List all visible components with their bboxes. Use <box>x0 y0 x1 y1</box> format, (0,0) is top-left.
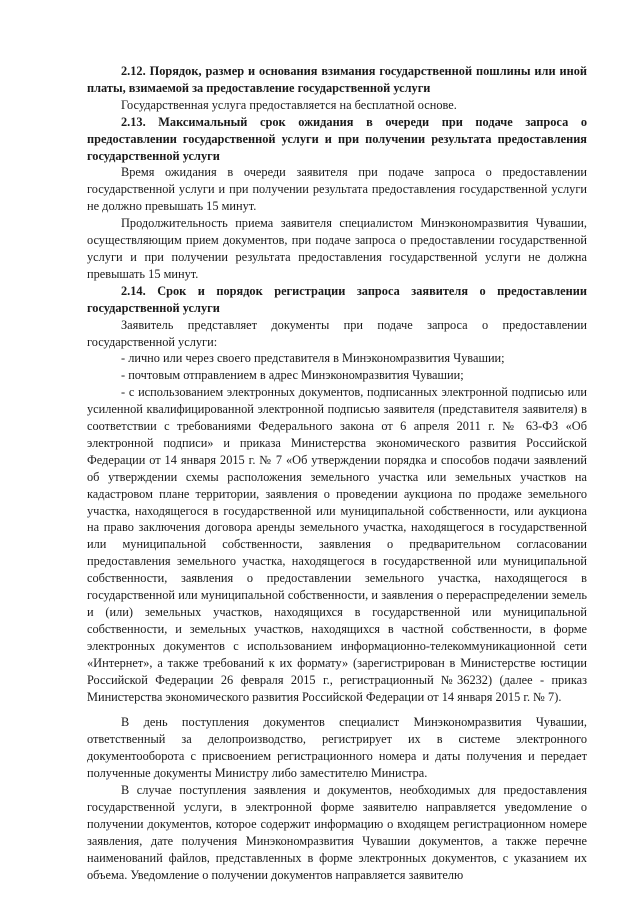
paragraph: Заявитель представляет документы при подаче запроса о предоставлении государственной услуги: <box>87 317 587 349</box>
section-heading-2-13: 2.13. Максимальный срок ожидания в очереди при подаче запроса о предоставлении государственной услуги и при получении результата предоставления государственной услуги <box>87 114 587 163</box>
section-heading-2-12: 2.12. Порядок, размер и основания взимания государственной пошлины или иной платы, взимаемой за предоставление государственной услуги <box>87 64 587 95</box>
paragraph: В случае поступления заявления и документов, необходимых для предоставления государственной услуги, в электронной форме заявителю направляется уведомление о получении документов, которое содержит информацию о входящем регистрационном номере заявления, дате получения Минэкономразвития Чувашии документов, а также перечне наименований файлов, представленных в форме электронных документов, с указанием их объема. Уведомление о получении документов направляется заявителю <box>87 783 587 882</box>
paragraph: В день поступления документов специалист Минэкономразвития Чувашии, ответственный за делопроизводство, регистрирует их в системе электронного документооборота с присвоением регистрационного номера и даты получения и передает полученные документы Министру либо заместителю Министра. <box>87 715 587 781</box>
section-heading-2-14: 2.14. Срок и порядок регистрации запроса заявителя о предоставлении государственной услуги <box>87 283 587 315</box>
paragraph: Государственная услуга предоставляется на бесплатной основе. <box>121 97 457 112</box>
list-item: - почтовым отправлением в адрес Минэкономразвития Чувашии; <box>121 368 464 383</box>
paragraph: Время ожидания в очереди заявителя при подаче запроса о предоставлении государственной услуги и при получении результата предоставления государственной услуги не должно превышать 15 минут. <box>87 165 587 214</box>
document-page <box>87 63 587 884</box>
list-item: - с использованием электронных документов, подписанных электронной подписью или усиленной квалифицированной электронной подписью заявителя (представителя заявителя) в соответствии с требованиями Федерального закона от 6 апреля 2011 г. № 63-ФЗ «Об электронной подписи» и приказа Министерства экономического развития Российской Федерации от 14 января 2015 г. № 7 «Об утверждении порядка и способов подачи заявлений об утверждении схемы расположения земельного участка или земельных участков на кадастровом плане территории, заявления о проведении аукциона по продаже земельного участка, находящегося в государственной или муниципальной собственности, или аукциона на право заключения договора аренды земельного участка, находящегося в государственной или муниципальной собственности, заявления о предварительном согласовании предоставления земельного участка, находящегося в государственной или муниципальной собственности, заявления о предоставлении земельного участка, находящегося в государственной или муниципальной собственности, и заявления о перераспределении земель и (или) земельных участков, находящихся в государственной или муниципальной собственности, и земельных участков, находящихся в частной собственности, в форме электронных документов с использованием информационно-телекоммуникационной сети «Интернет», а также требований к их формату» (зарегистрирован в Министерстве юстиции Российской Федерации 26 февраля 2015 г., регистрационный №36232) (далее - приказ Министерства экономического развития Российской Федерации от 14 января 2015 г. № 7). <box>87 385 587 704</box>
paragraph: Продолжительность приема заявителя специалистом Минэкономразвития Чувашии, осуществляющим прием документов, при подаче запроса о предоставлении государственной услуги и при получении результата предоставления государственной услуги не должна превышать 15 минут. <box>87 216 587 281</box>
list-item: - лично или через своего представителя в Минэкономразвития Чувашии; <box>121 351 505 366</box>
